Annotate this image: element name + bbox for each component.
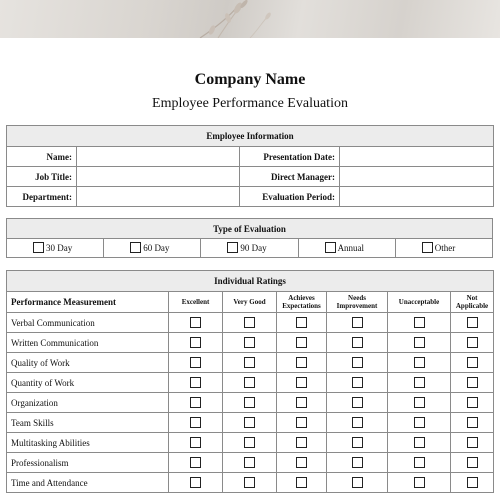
rating-cell-excellent[interactable] <box>169 313 223 333</box>
rating-item-label: Quantity of Work <box>7 373 169 393</box>
name-field[interactable] <box>77 147 240 167</box>
checkbox-achieves-expectations[interactable] <box>296 437 307 448</box>
evaluation-option-90-day[interactable] <box>201 239 298 258</box>
individual-ratings-heading: Individual Ratings <box>7 271 494 292</box>
evaluation-period-label: Evaluation Period: <box>240 187 340 207</box>
checkbox-60-day[interactable] <box>130 242 141 253</box>
rating-cell-very-good[interactable] <box>223 353 277 373</box>
rating-cell-unacceptable[interactable] <box>388 453 451 473</box>
rating-cell-needs-improvement[interactable] <box>327 393 388 413</box>
job-title-label: Job Title: <box>7 167 77 187</box>
rating-cell-needs-improvement[interactable] <box>327 353 388 373</box>
table-row <box>7 393 494 413</box>
rating-item-label: Time and Attendance <box>7 473 169 493</box>
rating-cell-not-applicable[interactable] <box>451 353 494 373</box>
option-label: Annual <box>337 242 365 253</box>
job-title-field[interactable] <box>77 167 240 187</box>
direct-manager-field[interactable] <box>340 167 494 187</box>
table-row <box>7 333 494 353</box>
checkbox-excellent[interactable] <box>190 357 201 368</box>
rating-cell-needs-improvement[interactable] <box>327 313 388 333</box>
rating-item-label: Multitasking Abilities <box>7 433 169 453</box>
checkbox-unacceptable[interactable] <box>414 417 425 428</box>
checkbox-needs-improvement[interactable] <box>352 417 363 428</box>
evaluation-type-heading: Type of Evaluation <box>7 219 493 239</box>
evaluation-period-field[interactable] <box>340 187 494 207</box>
checkbox-achieves-expectations[interactable] <box>296 477 307 488</box>
checkbox-needs-improvement[interactable] <box>352 377 363 388</box>
table-row <box>7 453 494 473</box>
column-header-not-applicable: Not Applicable <box>451 292 494 313</box>
rating-cell-needs-improvement[interactable] <box>327 413 388 433</box>
checkbox-needs-improvement[interactable] <box>352 317 363 328</box>
checkbox-unacceptable[interactable] <box>414 317 425 328</box>
rating-cell-not-applicable[interactable] <box>451 473 494 493</box>
rating-cell-excellent[interactable] <box>169 333 223 353</box>
checkbox-very-good[interactable] <box>244 477 255 488</box>
column-header-unacceptable: Unacceptable <box>388 292 451 313</box>
rating-cell-unacceptable[interactable] <box>388 333 451 353</box>
checkbox-needs-improvement[interactable] <box>352 477 363 488</box>
checkbox-very-good[interactable] <box>244 337 255 348</box>
option-label: 60 Day <box>143 242 170 253</box>
rating-cell-very-good[interactable] <box>223 373 277 393</box>
rating-cell-achieves-expectations[interactable] <box>277 353 327 373</box>
checkbox-unacceptable[interactable] <box>414 477 425 488</box>
checkbox-excellent[interactable] <box>190 377 201 388</box>
direct-manager-label: Direct Manager: <box>240 167 340 187</box>
rating-cell-needs-improvement[interactable] <box>327 373 388 393</box>
checkbox-achieves-expectations[interactable] <box>296 457 307 468</box>
rating-cell-excellent[interactable] <box>169 453 223 473</box>
rating-cell-unacceptable[interactable] <box>388 353 451 373</box>
rating-cell-not-applicable[interactable] <box>451 413 494 433</box>
evaluation-option-60-day[interactable] <box>104 239 201 258</box>
column-header-very-good: Very Good <box>223 292 277 313</box>
rating-cell-excellent[interactable] <box>169 413 223 433</box>
performance-measurement-header: Performance Measurement <box>7 292 169 313</box>
table-row <box>7 433 494 453</box>
checkbox-excellent[interactable] <box>190 437 201 448</box>
rating-cell-very-good[interactable] <box>223 433 277 453</box>
rating-cell-very-good[interactable] <box>223 413 277 433</box>
rating-cell-achieves-expectations[interactable] <box>277 453 327 473</box>
rating-cell-achieves-expectations[interactable] <box>277 373 327 393</box>
rating-cell-not-applicable[interactable] <box>451 313 494 333</box>
rating-rows <box>7 313 494 493</box>
checkbox-excellent[interactable] <box>190 457 201 468</box>
checkbox-needs-improvement[interactable] <box>352 457 363 468</box>
column-header-needs-improvement: Needs Improvement <box>327 292 388 313</box>
evaluation-option-30-day[interactable] <box>7 239 104 258</box>
rating-cell-unacceptable[interactable] <box>388 433 451 453</box>
rating-cell-excellent[interactable] <box>169 353 223 373</box>
checkbox-very-good[interactable] <box>244 357 255 368</box>
rating-cell-unacceptable[interactable] <box>388 373 451 393</box>
rating-item-label: Quality of Work <box>7 353 169 373</box>
rating-item-label: Organization <box>7 393 169 413</box>
option-label: Other <box>434 242 456 253</box>
employee-information-heading: Employee Information <box>7 126 494 147</box>
column-header-excellent: Excellent <box>169 292 223 313</box>
rating-cell-achieves-expectations[interactable] <box>277 413 327 433</box>
checkbox-very-good[interactable] <box>244 317 255 328</box>
form-title: Employee Performance Evaluation <box>152 96 348 111</box>
rating-cell-not-applicable[interactable] <box>451 453 494 473</box>
name-label: Name: <box>7 147 77 167</box>
rating-cell-not-applicable[interactable] <box>451 393 494 413</box>
checkbox-very-good[interactable] <box>244 397 255 408</box>
checkbox-not-applicable[interactable] <box>467 317 478 328</box>
checkbox-not-applicable[interactable] <box>467 377 478 388</box>
rating-cell-unacceptable[interactable] <box>388 313 451 333</box>
rating-cell-not-applicable[interactable] <box>451 373 494 393</box>
checkbox-90-day[interactable] <box>227 242 238 253</box>
rating-cell-achieves-expectations[interactable] <box>277 313 327 333</box>
rating-item-label: Written Communication <box>7 333 169 353</box>
column-header-achieves-expectations: Achieves Expectations <box>277 292 327 313</box>
checkbox-very-good[interactable] <box>244 377 255 388</box>
rating-cell-needs-improvement[interactable] <box>327 473 388 493</box>
table-row <box>7 473 494 493</box>
checkbox-unacceptable[interactable] <box>414 337 425 348</box>
evaluation-option-annual[interactable] <box>298 239 395 258</box>
rating-cell-not-applicable[interactable] <box>451 433 494 453</box>
rating-cell-very-good[interactable] <box>223 473 277 493</box>
option-label: 30 Day <box>46 242 73 253</box>
evaluation-option-other[interactable] <box>395 239 492 258</box>
plant-sprig-image <box>0 0 500 38</box>
option-label: 90 Day <box>240 242 267 253</box>
checkbox-unacceptable[interactable] <box>414 377 425 388</box>
rating-cell-very-good[interactable] <box>223 453 277 473</box>
checkbox-very-good[interactable] <box>244 457 255 468</box>
rating-cell-achieves-expectations[interactable] <box>277 433 327 453</box>
rating-cell-not-applicable[interactable] <box>451 333 494 353</box>
checkbox-excellent[interactable] <box>190 477 201 488</box>
rating-cell-very-good[interactable] <box>223 333 277 353</box>
checkbox-unacceptable[interactable] <box>414 357 425 368</box>
decorative-banner <box>0 0 500 38</box>
checkbox-achieves-expectations[interactable] <box>296 337 307 348</box>
table-row <box>7 413 494 433</box>
rating-cell-achieves-expectations[interactable] <box>277 393 327 413</box>
rating-item-label: Professionalism <box>7 453 169 473</box>
rating-cell-needs-improvement[interactable] <box>327 453 388 473</box>
presentation-date-field[interactable] <box>340 147 494 167</box>
checkbox-excellent[interactable] <box>190 317 201 328</box>
rating-cell-excellent[interactable] <box>169 373 223 393</box>
checkbox-not-applicable[interactable] <box>467 397 478 408</box>
rating-cell-excellent[interactable] <box>169 433 223 453</box>
rating-cell-very-good[interactable] <box>223 313 277 333</box>
checkbox-not-applicable[interactable] <box>467 477 478 488</box>
checkbox-very-good[interactable] <box>244 437 255 448</box>
checkbox-needs-improvement[interactable] <box>352 357 363 368</box>
checkbox-achieves-expectations[interactable] <box>296 317 307 328</box>
checkbox-not-applicable[interactable] <box>467 457 478 468</box>
rating-cell-very-good[interactable] <box>223 393 277 413</box>
presentation-date-label: Presentation Date: <box>240 147 340 167</box>
checkbox-excellent[interactable] <box>190 417 201 428</box>
company-name: Company Name <box>194 71 306 88</box>
checkbox-needs-improvement[interactable] <box>352 337 363 348</box>
checkbox-excellent[interactable] <box>190 337 201 348</box>
checkbox-unacceptable[interactable] <box>414 397 425 408</box>
evaluation-type-table <box>6 218 493 258</box>
rating-cell-unacceptable[interactable] <box>388 413 451 433</box>
rating-cell-achieves-expectations[interactable] <box>277 333 327 353</box>
rating-cell-unacceptable[interactable] <box>388 393 451 413</box>
checkbox-excellent[interactable] <box>190 397 201 408</box>
checkbox-achieves-expectations[interactable] <box>296 377 307 388</box>
employee-information-table <box>6 125 494 207</box>
checkbox-achieves-expectations[interactable] <box>296 417 307 428</box>
checkbox-not-applicable[interactable] <box>467 417 478 428</box>
department-field[interactable] <box>77 187 240 207</box>
table-row <box>7 353 494 373</box>
checkbox-achieves-expectations[interactable] <box>296 397 307 408</box>
rating-cell-needs-improvement[interactable] <box>327 333 388 353</box>
checkbox-not-applicable[interactable] <box>467 437 478 448</box>
checkbox-unacceptable[interactable] <box>414 457 425 468</box>
rating-cell-unacceptable[interactable] <box>388 473 451 493</box>
rating-item-label: Verbal Communication <box>7 313 169 333</box>
checkbox-needs-improvement[interactable] <box>352 437 363 448</box>
rating-cell-achieves-expectations[interactable] <box>277 473 327 493</box>
rating-cell-excellent[interactable] <box>169 393 223 413</box>
rating-item-label: Team Skills <box>7 413 169 433</box>
checkbox-not-applicable[interactable] <box>467 357 478 368</box>
individual-ratings-table <box>6 270 494 493</box>
checkbox-needs-improvement[interactable] <box>352 397 363 408</box>
table-row <box>7 373 494 393</box>
table-row <box>7 313 494 333</box>
rating-cell-needs-improvement[interactable] <box>327 433 388 453</box>
checkbox-other[interactable] <box>422 242 433 253</box>
checkbox-not-applicable[interactable] <box>467 337 478 348</box>
checkbox-annual[interactable] <box>325 242 336 253</box>
checkbox-achieves-expectations[interactable] <box>296 357 307 368</box>
checkbox-unacceptable[interactable] <box>414 437 425 448</box>
rating-cell-excellent[interactable] <box>169 473 223 493</box>
checkbox-very-good[interactable] <box>244 417 255 428</box>
department-label: Department: <box>7 187 77 207</box>
checkbox-30-day[interactable] <box>33 242 44 253</box>
